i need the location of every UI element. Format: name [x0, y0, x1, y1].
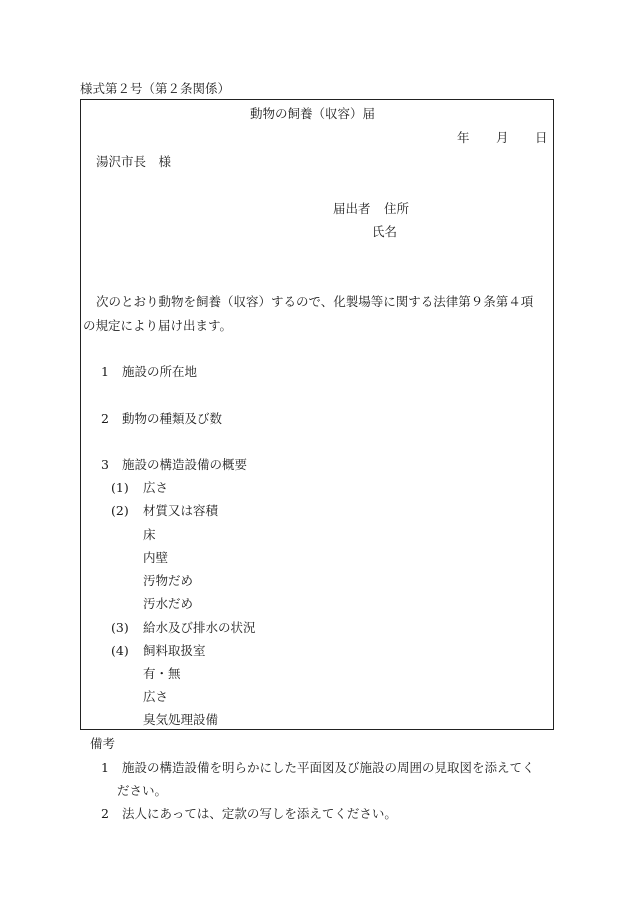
applicant-label: 届出者: [333, 201, 371, 216]
note-1-line2: ださい。: [117, 783, 168, 798]
sub-2-item-sewage-pit: 汚水だめ: [143, 596, 194, 611]
applicant-name: 氏名: [372, 224, 398, 239]
date-day: 日: [535, 130, 548, 145]
sub-4-item-area: 広さ: [143, 689, 169, 704]
note-2-number: 2: [101, 806, 109, 821]
sub-3-text: 給水及び排水の状況: [143, 620, 256, 635]
sub-3-number: (3): [111, 620, 129, 635]
body-text-line2: の規定により届け出ます。: [83, 318, 233, 333]
item-1-number: 1: [101, 364, 109, 379]
notes-heading: 備考: [90, 736, 116, 751]
form-label: 様式第２号（第２条関係）: [80, 81, 231, 96]
form-title: 動物の飼養（収容）届: [250, 106, 376, 121]
item-3-text: 施設の構造設備の概要: [122, 457, 248, 472]
sub-4-item-odor-treatment: 臭気処理設備: [143, 712, 219, 727]
applicant-address: 住所: [384, 201, 410, 216]
item-3-number: 3: [101, 457, 109, 472]
note-1-number: 1: [101, 760, 109, 775]
sub-4-number: (4): [111, 643, 129, 658]
sub-2-item-inner-wall: 内壁: [143, 550, 169, 565]
sub-1-text: 広さ: [143, 480, 169, 495]
date-month: 月: [496, 130, 509, 145]
sub-2-item-waste-pit: 汚物だめ: [143, 573, 194, 588]
sub-1-number: (1): [111, 480, 129, 495]
item-1-text: 施設の所在地: [122, 364, 198, 379]
body-text-line1: 次のとおり動物を飼養（収容）するので、化製場等に関する法律第９条第４項: [96, 294, 534, 309]
sub-4-item-presence: 有・無: [143, 666, 181, 681]
sub-2-number: (2): [111, 503, 129, 518]
date-year: 年: [457, 130, 470, 145]
sub-4-text: 飼料取扱室: [143, 643, 206, 658]
note-2-text: 法人にあっては、定款の写しを添えてください。: [122, 806, 397, 821]
sub-2-item-floor: 床: [143, 527, 156, 542]
item-2-text: 動物の種類及び数: [122, 411, 223, 426]
addressee: 湯沢市長 様: [96, 154, 172, 169]
item-2-number: 2: [101, 411, 109, 426]
sub-2-text: 材質又は容積: [143, 503, 219, 518]
note-1-line1: 施設の構造設備を明らかにした平面図及び施設の周囲の見取図を添えてく: [122, 760, 535, 775]
